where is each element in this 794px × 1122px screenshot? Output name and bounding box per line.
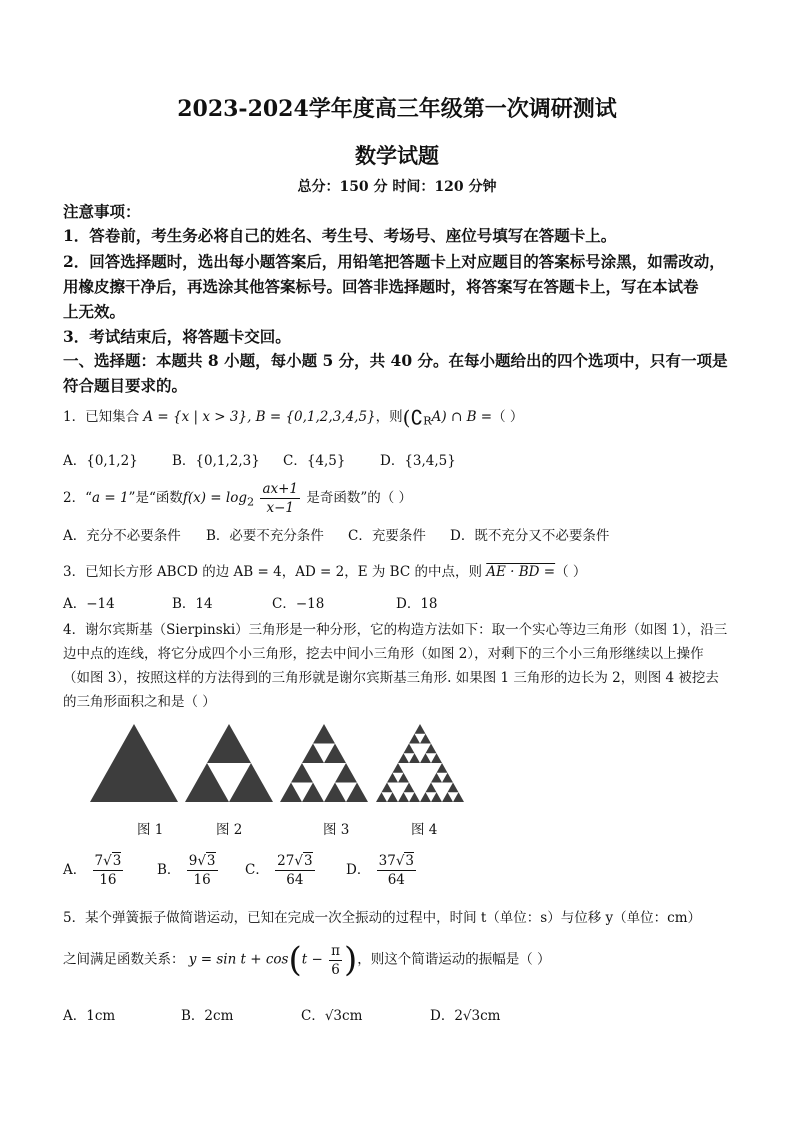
notice-heading: 注意事项：	[63, 202, 141, 221]
q4-line-1: 4．谢尔宾斯基（Sierpinski）三角形是一种分形，它的构造方法如下：取一个实心等边三角形（如图 1），沿三	[63, 622, 728, 638]
q4-option-c-label: C．	[245, 862, 269, 878]
q1-option-d: D．{3,4,5}	[380, 453, 456, 469]
q5-option-c: C．√3cm	[301, 1008, 363, 1024]
q2-denominator: x−1	[266, 500, 294, 516]
figure-2-sierpinski-level-1	[185, 724, 273, 802]
q3-stem: 3．已知长方形 ABCD 的边 AB = 4，AD = 2，E 为 BC 的中点，则	[63, 564, 482, 580]
q5-pi-over-6	[329, 942, 342, 979]
q4-option-d-fraction: $\frac{37√3}{64}$	[378, 853, 415, 888]
q5-line-2b: ，则这个简谐运动的振幅是（ ）	[357, 951, 551, 968]
q5-option-b: B．2cm	[181, 1008, 234, 1024]
q4-a-coef: 7	[94, 853, 104, 869]
q3-option-a: A．−14	[63, 596, 115, 612]
q1-expr: (∁	[402, 405, 424, 430]
q1-expr2: A) ∩ B =	[431, 409, 493, 425]
q2-stem-a: 2．“	[63, 490, 92, 506]
q2-option-b: B．必要不充分条件	[206, 528, 324, 544]
section-heading-line-2: 符合题目要求的。	[63, 376, 188, 395]
caption-figure-1: 图 1	[137, 822, 164, 838]
q4-line-4: 的三角形面积之和是（ ）	[63, 694, 216, 710]
q2-log-base: 2	[246, 495, 255, 509]
q5-six: 6	[331, 961, 340, 978]
question-1-stem	[63, 405, 523, 430]
q2-numerator: ax+1	[262, 481, 299, 497]
q1-then: ，则	[375, 409, 403, 425]
q5-line-2a: 之间满足函数关系：	[63, 951, 185, 968]
page-subtitle: 数学试题	[355, 143, 439, 168]
q5-inner: t −	[301, 951, 323, 968]
question-2-stem	[63, 480, 412, 517]
q3-blank: （ ）	[555, 564, 587, 580]
q5-right-paren: )	[343, 940, 358, 980]
q1-set-b: , B = {0,1,2,3,4,5}	[247, 409, 376, 425]
notice-item-2-line-2: 用橡皮擦干净后，再选涂其他答案标号。回答非选择题时，将答案写在答题卡上，写在本试卷	[63, 277, 699, 296]
q4-b-rad: 3	[206, 853, 216, 869]
q1-num: 1．已知集合	[63, 409, 140, 425]
q4-d-rad: 3	[405, 853, 415, 869]
q2-fraction	[260, 480, 300, 517]
q5-equation: y = sin t + cos	[188, 951, 289, 968]
caption-figure-3: 图 3	[323, 822, 350, 838]
q4-c-rad: 3	[303, 853, 313, 869]
q1-option-c: C．{4,5}	[283, 453, 346, 469]
q5-option-d: D．2√3cm	[430, 1008, 501, 1024]
question-3-stem	[63, 560, 586, 580]
q4-c-den: 64	[286, 872, 304, 888]
question-5-stem-line-2	[63, 940, 551, 980]
q3-option-d: D．18	[396, 596, 438, 612]
q4-option-c	[245, 852, 317, 889]
q4-option-a	[63, 852, 125, 889]
q2-fx: f(x) = log	[182, 490, 247, 506]
q1-sub: R	[423, 414, 432, 428]
q4-line-2: 边中点的连线，将它分成四个小三角形，挖去中间小三角形（如图 2），对剩下的三个小三角形继续以上操作	[63, 646, 704, 662]
q2-stem-b: ”是“函数	[128, 490, 183, 506]
q4-b-coef: 9	[188, 853, 198, 869]
caption-figure-2: 图 2	[216, 822, 243, 838]
figure-4-sierpinski-level-3	[376, 724, 464, 802]
q5-line-1: 5．某个弹簧振子做简谐运动，已知在完成一次全振动的过程中，时间 t（单位：s）与位移 y（单位：cm）	[63, 910, 702, 926]
figure-1-solid-triangle	[90, 724, 178, 802]
q4-a-rad: 3	[112, 853, 122, 869]
q4-option-b	[157, 852, 220, 889]
notice-item-3: 3．考试结束后，将答题卡交回。	[63, 327, 291, 346]
q5-option-a: A．1cm	[63, 1008, 116, 1024]
q4-d-coef: 37	[378, 853, 396, 869]
q4-option-a-label: A．	[63, 862, 87, 878]
q4-option-d-label: D．	[346, 862, 371, 878]
q3-vector-expr: AE · BD =	[486, 564, 556, 580]
q2-a-eq: a = 1	[92, 490, 129, 506]
q1-set-a: A = {x | x > 3}	[143, 409, 248, 425]
q5-pi: π	[331, 942, 340, 959]
notice-item-1: 1．答卷前，考生务必将自己的姓名、考生号、考场号、座位号填写在答题卡上。	[63, 226, 617, 245]
q4-line-3: （如图 3），按照这样的方法得到的三角形就是谢尔宾斯基三角形. 如果图 1 三角形的边长为 2，则图 4 被挖去	[63, 670, 719, 686]
q4-option-b-fraction: $\frac{9√3}{16}$	[188, 853, 216, 888]
q1-option-a: A．{0,1,2}	[63, 453, 138, 469]
q4-option-d	[346, 852, 418, 889]
figure-3-sierpinski-level-2	[280, 724, 368, 802]
q4-d-den: 64	[387, 872, 405, 888]
q4-option-c-fraction: $\frac{27√3}{64}$	[277, 853, 313, 888]
q2-stem-c: 是奇函数”的（ ）	[306, 490, 413, 506]
q1-option-b: B．{0,1,2,3}	[172, 453, 260, 469]
caption-figure-4: 图 4	[411, 822, 438, 838]
q4-option-b-label: B．	[157, 862, 181, 878]
q4-option-a-fraction: $\frac{7√3}{16}$	[94, 853, 122, 888]
q3-option-c: C．−18	[272, 596, 325, 612]
q5-left-paren: (	[288, 940, 302, 980]
notice-item-2-line-1: 2．回答选择题时，选出每小题答案后，用铅笔把答题卡上对应题目的答案标号涂黑，如需改动，	[63, 252, 725, 271]
q4-c-coef: 27	[277, 853, 295, 869]
notice-item-2-line-3: 上无效。	[63, 302, 126, 321]
sierpinski-figures	[90, 722, 590, 802]
q2-option-a: A．充分不必要条件	[63, 528, 181, 544]
q2-option-c: C．充要条件	[348, 528, 426, 544]
section-heading-line-1: 一、选择题：本题共 8 小题，每小题 5 分，共 40 分。在每小题给出的四个选项中，只有一项是	[63, 351, 728, 370]
exam-meta: 总分：150 分 时间：120 分钟	[297, 179, 497, 195]
q4-b-den: 16	[193, 872, 211, 888]
page-title: 2023-2024学年度高三年级第一次调研测试	[177, 96, 617, 122]
q4-a-den: 16	[99, 872, 117, 888]
q1-blank: （ ）	[492, 409, 524, 425]
q3-option-b: B．14	[172, 596, 213, 612]
q2-option-d: D．既不充分又不必要条件	[450, 528, 610, 544]
solid-triangle	[90, 724, 178, 802]
